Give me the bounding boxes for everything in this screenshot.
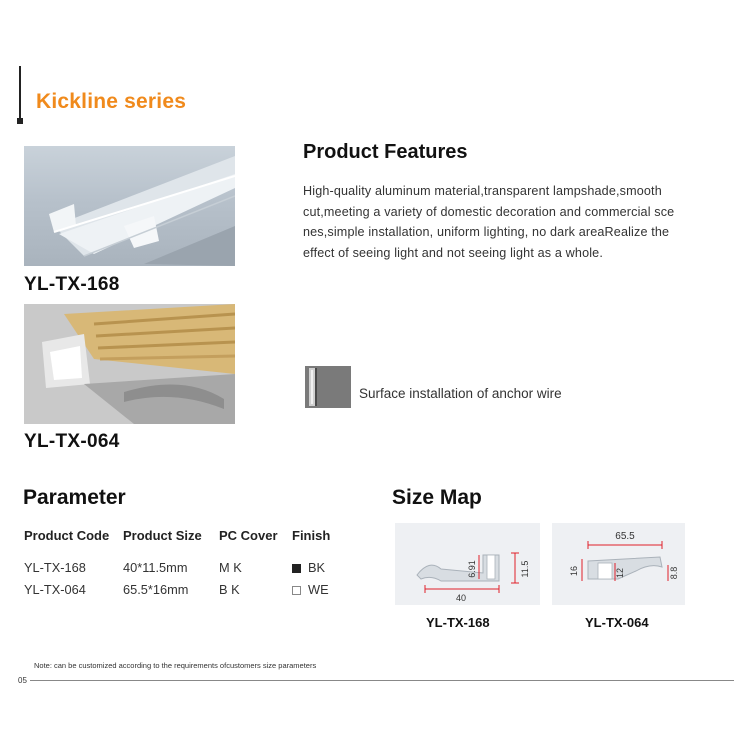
size-map-diagram-yl-tx-064 (552, 523, 685, 605)
finish-label: BK (308, 560, 326, 575)
features-line: High-quality aluminum material,transparent lampshade,smooth (303, 184, 662, 198)
gold-aluminum-profile-image (24, 304, 235, 424)
column-header-pc-cover: PC Cover (219, 528, 278, 543)
dim-side-height-label: 8.8 (669, 566, 679, 580)
aluminum-profile-image (24, 146, 235, 266)
parameter-title: Parameter (23, 486, 126, 509)
product-photo-yl-tx-168 (24, 146, 235, 266)
table-cell-cover: M K (219, 560, 242, 575)
features-line: nes,simple installation, uniform lighting, no dark areaRealize the (303, 225, 670, 239)
size-map-caption: YL-TX-168 (426, 615, 490, 630)
dim-total-height-label: 11.5 (520, 560, 530, 578)
size-map-diagram-yl-tx-168 (395, 523, 540, 605)
table-cell-cover: B K (219, 582, 240, 597)
profile-cross-section-diagram (552, 523, 685, 605)
dim-width-label: 65.5 (615, 531, 635, 542)
finish-swatch-icon (292, 564, 301, 573)
column-header-finish: Finish (292, 528, 331, 543)
installation-thumbnail (305, 366, 351, 408)
table-cell-size: 40*11.5mm (123, 560, 188, 575)
footer-divider (24, 680, 734, 681)
column-header-product-size: Product Size (123, 528, 202, 543)
table-cell-code: YL-TX-168 (24, 560, 86, 575)
table-cell-finish (292, 582, 329, 597)
anchor-wire-icon (305, 366, 351, 408)
features-line: cut,meeting a variety of domestic decoration and commercial sce (303, 204, 675, 219)
column-header-product-code: Product Code (24, 528, 110, 543)
title-accent-dot (17, 118, 23, 124)
dim-inner-height-label: 6.91 (467, 560, 477, 578)
dim-width-label: 40 (455, 593, 467, 603)
series-title: Kickline series (36, 90, 187, 113)
table-cell-code: YL-TX-064 (24, 582, 86, 597)
features-description (303, 181, 735, 263)
table-cell-size: 65.5*16mm (123, 582, 189, 597)
finish-label: WE (308, 582, 329, 597)
size-map-caption: YL-TX-064 (585, 615, 649, 630)
product-code-label: YL-TX-064 (24, 431, 120, 452)
product-code-label: YL-TX-168 (24, 274, 120, 295)
features-line: effect of seeing light and not seeing light as a whole. (303, 245, 603, 260)
features-title: Product Features (303, 141, 468, 163)
dim-inner-height-label: 12 (615, 567, 625, 579)
profile-cross-section-diagram (395, 523, 540, 605)
footnote: Note: can be customized according to the requirements ofcustomers size parameters (34, 661, 317, 670)
table-cell-finish (292, 560, 325, 575)
installation-label: Surface installation of anchor wire (359, 386, 562, 401)
dim-total-height-label: 16 (569, 565, 579, 577)
finish-swatch-icon (292, 586, 301, 595)
page-number: 05 (18, 676, 30, 685)
size-map-title: Size Map (392, 486, 482, 509)
title-accent-bar (19, 66, 21, 124)
product-photo-yl-tx-064 (24, 304, 235, 424)
